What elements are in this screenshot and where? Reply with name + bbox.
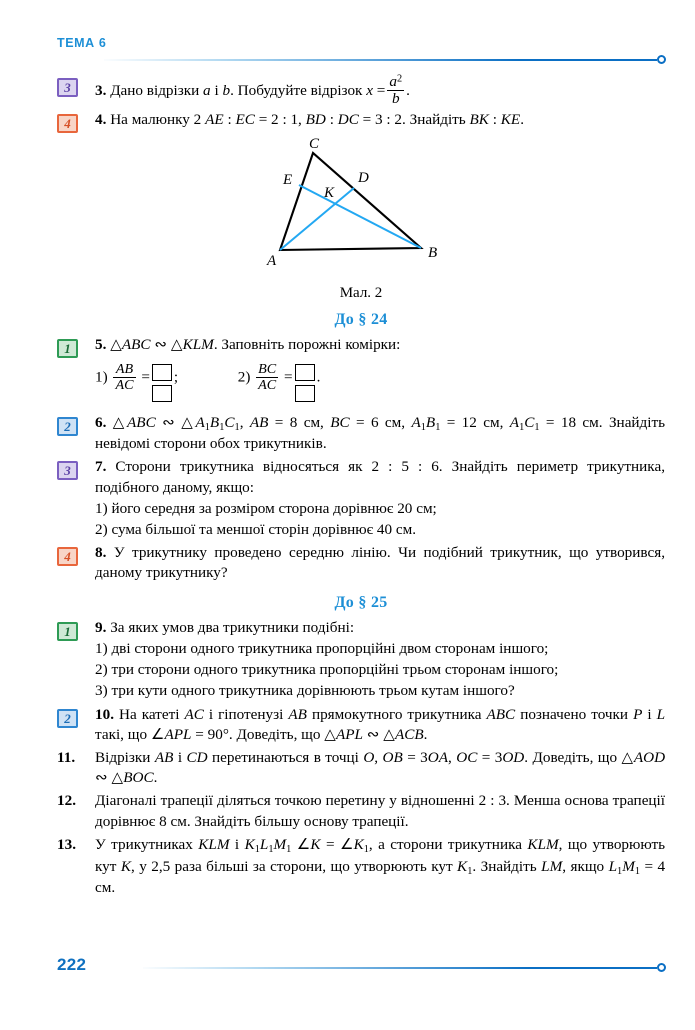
problem-5-item1-den: AC	[115, 377, 134, 394]
triangle-diagram-svg	[57, 137, 665, 302]
figure-mal-2	[57, 137, 665, 302]
problem-13-body	[95, 835, 665, 900]
problem-12	[57, 791, 665, 832]
problem-5	[57, 335, 665, 402]
problem-13-t3: , а сторони трикутника	[368, 835, 522, 853]
problem-5-body	[95, 335, 665, 402]
angle-symbol-1: ∠	[150, 725, 165, 743]
figure-caption: Мал. 2	[339, 285, 383, 302]
point-label-k: K	[324, 185, 335, 202]
problem-11-t1: Відрізки	[95, 749, 151, 767]
problem-13-triangle-3: KLM	[527, 835, 559, 853]
problem-5-badge-col	[57, 335, 95, 358]
problem-5-item2-equals: =	[284, 369, 293, 387]
footer-rule-line	[143, 967, 657, 969]
problem-6-seg3-value: = 12 см,	[446, 413, 504, 431]
problem-4-ratio1-value: = 2 : 1,	[258, 111, 302, 129]
problem-6-seg4	[510, 414, 540, 431]
problem-10-t6: такі, що	[95, 725, 148, 743]
problem-6-seg1: AB	[249, 413, 269, 431]
problem-4-find-tail: .	[520, 111, 524, 129]
problem-4	[57, 110, 665, 133]
problem-9-badge-col	[57, 618, 95, 641]
problem-9-item3: 3) три кути одного трикутника дорівнюють трьом кутам іншого?	[95, 682, 515, 700]
problem-4-ratio2-left: BD	[305, 111, 326, 129]
problem-6	[57, 413, 665, 456]
problem-4-ratio2-value: = 3 : 2.	[362, 111, 406, 129]
problem-9-item1: 1) дві сторони одного трикутника пропорційні двом сторонам іншого;	[95, 639, 549, 657]
problem-6-badge-col	[57, 413, 95, 436]
difficulty-badge-3: 3	[57, 78, 78, 97]
problem-11-eq2-value: = 3	[481, 749, 503, 767]
problem-9-number: 9.	[95, 618, 107, 636]
problem-6-body: 6. △ABC ∾ $\triangle A_1B_1C_1$, AB = 8 см, BC = 6 см, $A_1B_1 = 12$ см, $A_1C_1 = 18$ см. Знайдіть невідомі сторони обох трикутників.	[95, 413, 666, 453]
p13-t2-k: K	[244, 835, 255, 853]
problem-10-t5: і	[647, 705, 652, 723]
problem-11-point-o: O	[363, 749, 375, 767]
problem-3-fraction	[387, 74, 404, 107]
problem-6-seg1-value: = 8 см,	[274, 413, 324, 431]
problem-11-seg1: AB	[154, 749, 174, 767]
p13-t2-l: L	[259, 835, 269, 853]
problem-11-triangle-2: BOC	[123, 769, 154, 787]
problem-3-number: 3.	[95, 82, 107, 100]
p13-given-l: L	[608, 857, 618, 875]
p6-t2-b-sub: 1	[219, 421, 225, 433]
problem-5-item1-answer-fraction	[152, 364, 172, 402]
p13-t2-m-sub: 1	[286, 843, 292, 855]
problem-13-given	[609, 858, 640, 875]
header-rule	[104, 55, 657, 65]
problem-5-item1-tail: ;	[173, 369, 179, 387]
problem-3-var-b: b	[222, 82, 231, 100]
problem-7-body	[95, 457, 665, 541]
problem-11-t4: Доведіть, що	[532, 749, 618, 767]
problem-12-number: 12.	[57, 792, 76, 810]
problem-6-number: 6.	[95, 413, 107, 431]
problem-8-body	[95, 543, 665, 584]
problem-13-t4: , що утворюють кут	[95, 835, 666, 875]
problem-7-line1: Сторони трикутника відносяться як 2 : 5 : 6. Знайдіть периметр трикутника, подібного даному, якщо:	[95, 458, 665, 496]
problem-9	[57, 618, 665, 703]
problem-5-item1-ratio	[113, 362, 135, 393]
vertex-label-c: C	[309, 137, 320, 153]
problem-9-line1: За яких умов два трикутники подібні:	[110, 618, 355, 636]
similar-symbol-4: ∾	[95, 769, 108, 787]
problem-10-number: 10.	[95, 705, 114, 723]
problem-3-fraction-numerator	[387, 74, 404, 90]
problem-6-seg2-value: = 6 см,	[356, 413, 406, 431]
problem-6-seg2: BC	[330, 413, 350, 431]
problem-6-triangle-1: ABC	[127, 413, 156, 431]
problem-11-triangle-1: AOD	[633, 749, 666, 767]
problem-10-seg2: AB	[288, 705, 307, 723]
triangle-symbol-4: △	[181, 413, 196, 431]
problem-13-angle-k1	[457, 858, 472, 875]
problem-5-triangle-2: KLM	[182, 336, 214, 354]
problem-6-triangle-2	[195, 414, 239, 431]
difficulty-badge-1: 1	[57, 339, 78, 358]
page-number: 222	[57, 955, 87, 974]
similar-symbol-3: ∾	[366, 725, 380, 743]
p13-t2-l-sub: 1	[268, 843, 274, 855]
problem-6-seg4-value: = 18 см.	[545, 413, 603, 431]
p13-given-m-sub: 1	[634, 865, 641, 877]
page-footer	[57, 955, 667, 985]
p6-s3-b: B	[425, 413, 436, 431]
triangle-symbol-6: △	[383, 725, 395, 743]
p6-s4-c: C	[524, 413, 535, 431]
problem-13-angle-1: K	[310, 835, 321, 853]
triangle-symbol-3: △	[112, 413, 128, 431]
page-header	[57, 36, 667, 68]
problem-4-ratio2-colon: :	[325, 111, 338, 129]
topic-title: ТЕМА 6	[57, 36, 107, 50]
problem-3-text-before: Дано відрізки	[110, 82, 200, 100]
p6-s4-a: A	[509, 413, 520, 431]
triangle-abc-outline	[280, 153, 421, 250]
triangle-symbol-5: △	[324, 725, 336, 743]
answer-box-input[interactable]	[295, 385, 315, 402]
answer-box-input[interactable]	[152, 364, 172, 381]
problem-10-seg1: AC	[184, 705, 204, 723]
problem-4-body	[95, 110, 665, 131]
problem-5-item2-den: AC	[258, 377, 277, 394]
triangle-symbol-7: △	[621, 749, 634, 767]
problem-4-find-colon: :	[488, 111, 501, 129]
problem-5-item1-equals: =	[141, 369, 150, 387]
problem-11-number: 11.	[57, 749, 76, 767]
header-rule-dot-icon	[657, 55, 666, 64]
problem-3-var-x: x	[366, 82, 373, 100]
footer-rule	[143, 963, 657, 973]
problem-3	[57, 74, 665, 108]
problem-7-number: 7.	[95, 458, 107, 476]
problem-6-seg3	[411, 414, 440, 431]
problem-3-frac-den-base: b	[391, 90, 400, 108]
triangle-symbol-8: △	[111, 769, 124, 787]
page-content	[57, 74, 665, 901]
difficulty-badge-4b: 4	[57, 547, 78, 566]
problem-3-frac-num-base: a	[389, 73, 397, 90]
problem-4-badge-col	[57, 110, 95, 133]
problem-11-eq2-left: OC	[456, 749, 478, 767]
problem-11-eq1-right: OA	[427, 749, 449, 767]
problem-4-find-left: BK	[469, 111, 489, 129]
problem-10-tail: .	[423, 725, 428, 743]
p13-given-l-sub: 1	[617, 865, 623, 877]
point-label-d: D	[358, 170, 369, 187]
difficulty-badge-3b: 3	[57, 461, 78, 480]
similar-symbol-2: ∾	[162, 413, 175, 431]
problem-11-seg2: CD	[186, 749, 208, 767]
problem-3-fraction-denominator	[387, 90, 404, 107]
problem-10-t1: На катеті	[118, 705, 180, 723]
problem-10-body	[95, 705, 665, 746]
p6-t2-b: B	[209, 413, 220, 431]
problem-4-verb: Знайдіть	[409, 111, 466, 129]
problem-7	[57, 457, 665, 541]
problem-3-conj: і	[214, 82, 219, 100]
problem-12-text: Діагоналі трапеції діляться точкою перетину у відношенні 2 : 3. Менша основа трапеції дорівнює 8 см. Знайдіть більшу основу трапеції.	[95, 792, 665, 830]
problem-3-equals: =	[376, 82, 386, 100]
problem-10-t7: Доведіть, що	[236, 725, 321, 743]
vertex-label-a: A	[267, 253, 277, 270]
problem-4-ratio2-right: DC	[337, 111, 359, 129]
problem-12-body	[95, 791, 665, 832]
problem-10-t4: позначено точки	[520, 705, 629, 723]
problem-13-t5: , у 2,5 раза більші за сторони, що утворюють кут	[130, 857, 453, 875]
p6-t2-c-sub: 1	[234, 421, 240, 433]
problem-5-item2-tail: .	[316, 369, 321, 387]
angle-symbol-3: ∠	[339, 835, 354, 853]
footer-rule-dot-icon	[657, 963, 666, 972]
problem-11-comma-1: ,	[374, 749, 379, 767]
difficulty-badge-2b: 2	[57, 709, 78, 728]
problem-3-badge-col	[57, 74, 95, 97]
problem-10-point1: P	[633, 705, 643, 723]
problem-10-badge-col	[57, 705, 95, 728]
problem-4-ratio1-right: EC	[235, 111, 255, 129]
problem-13-t2: і	[234, 835, 240, 853]
problem-7-item1: 1) його середня за розміром сторона дорівнює 20 см;	[95, 499, 437, 517]
problem-8-number: 8.	[95, 544, 107, 562]
problem-11-period: .	[524, 749, 529, 767]
problem-3-body	[95, 74, 665, 108]
problem-11-eq1-value: = 3	[407, 749, 428, 767]
p13-ang2-sub: 1	[363, 843, 369, 855]
problem-13-given-value: = 4 см.	[95, 857, 666, 897]
p13-angk1: K	[457, 857, 468, 875]
p6-t2-c: C	[224, 413, 235, 431]
p13-t2-k-sub: 1	[254, 843, 260, 855]
difficulty-badge-4: 4	[57, 114, 78, 133]
p6-t2-a-sub: 1	[204, 421, 210, 433]
problem-8	[57, 543, 665, 584]
problem-10-t2: і гіпотенузі	[208, 705, 284, 723]
problem-5-text: . Заповніть порожні комірки:	[213, 336, 401, 354]
point-label-e: E	[283, 172, 293, 189]
difficulty-badge-1b: 1	[57, 622, 78, 641]
problem-11-eq2-right: OD	[502, 749, 525, 767]
p6-s3-a-sub: 1	[420, 421, 426, 433]
problem-5-number: 5.	[95, 336, 107, 354]
problem-5-item2-num: BC	[258, 361, 277, 378]
answer-box-input[interactable]	[295, 364, 315, 381]
problem-4-number: 4.	[95, 111, 107, 129]
section-heading-24: До § 24	[334, 311, 388, 329]
problem-8-text: У трикутнику проведено середню лінію. Чи подібний трикутник, що утворився, даному трикутнику?	[95, 544, 666, 582]
problem-5-item2-label: 2)	[237, 369, 251, 387]
problem-11-tail: .	[153, 769, 158, 787]
triangle-symbol-2: △	[170, 336, 183, 354]
problem-9-item2: 2) три сторони одного трикутника пропорційні трьом сторонам іншого;	[95, 661, 559, 679]
p13-given-m: M	[622, 857, 635, 875]
problem-13	[57, 835, 665, 900]
problem-5-item2-ratio	[256, 362, 278, 393]
problem-10-t3: прямокутного трикутника	[311, 705, 482, 723]
problem-4-find-right: KE	[500, 111, 521, 129]
problem-13-angle-k: K	[120, 857, 131, 875]
problem-5-item1-label: 1)	[95, 369, 108, 387]
p6-t2-a: A	[195, 413, 205, 431]
problem-13-triangle-1: KLM	[198, 835, 230, 853]
p13-ang2: K	[353, 835, 364, 853]
p13-angk1-sub: 1	[467, 865, 473, 877]
problem-13-t6: . Знайдіть	[472, 857, 537, 875]
difficulty-badge-2: 2	[57, 417, 78, 436]
p6-s4-c-sub: 1	[534, 421, 540, 433]
problem-10-seg3: ABC	[486, 705, 516, 723]
p6-s4-a-sub: 1	[519, 421, 525, 433]
p13-t2-m: M	[273, 835, 287, 853]
problem-11-body	[95, 748, 665, 789]
problem-10-angle-name: APL	[164, 725, 192, 743]
problem-7-item2: 2) сума більшої та меншої сторін дорівнює 40 см.	[95, 521, 417, 539]
problem-4-ratio1-colon: :	[223, 111, 236, 129]
problem-5-item1-num: AB	[115, 361, 134, 378]
problem-13-angle-2	[340, 836, 369, 853]
problem-11-t2: і	[177, 749, 183, 767]
p6-s3-b-sub: 1	[435, 421, 441, 433]
problem-4-ratio1-left: AE	[205, 111, 224, 129]
problem-5-triangle-1: ABC	[121, 336, 151, 354]
problem-10-triangle-1: APL	[335, 725, 363, 743]
problem-10	[57, 705, 665, 746]
problem-13-equals: =	[325, 835, 335, 853]
header-rule-line	[104, 59, 657, 61]
p6-s3-a: A	[411, 413, 421, 431]
problem-7-badge-col	[57, 457, 95, 480]
problem-11-comma-2: ,	[448, 749, 452, 767]
problem-10-point2: L	[656, 705, 666, 723]
vertex-label-b: B	[428, 245, 438, 262]
problem-13-number: 13.	[57, 835, 76, 853]
problem-13-find: LM	[541, 857, 563, 875]
problem-3-frac-num-exponent: 2	[396, 73, 403, 85]
angle-symbol-2: ∠	[296, 835, 311, 853]
problem-10-triangle-2: ACB	[394, 725, 424, 743]
similar-symbol-1: ∾	[154, 336, 168, 354]
problem-8-badge-col	[57, 543, 95, 566]
problem-11-eq1-left: OB	[382, 749, 403, 767]
section-heading-25: До § 25	[334, 593, 388, 611]
problem-13-triangle-2	[245, 836, 292, 853]
problem-6-tail: Знайдіть невідомі сторони обох трикутників.	[95, 413, 666, 453]
answer-box-input[interactable]	[152, 385, 172, 402]
problem-3-var-a: a	[203, 82, 211, 100]
problem-3-tail: .	[406, 82, 410, 100]
triangle-symbol-1: △	[110, 336, 122, 354]
problem-13-t1: У трикутниках	[95, 835, 193, 853]
problem-3-text-mid: . Побудуйте відрізок	[230, 82, 363, 100]
problem-11	[57, 748, 665, 789]
problem-9-body	[95, 618, 665, 703]
problem-4-line1: На малюнку 2	[110, 111, 202, 129]
problem-10-angle-value: = 90°.	[195, 725, 233, 743]
problem-13-t7: , якщо	[562, 857, 605, 875]
problem-5-item2-answer-fraction	[295, 364, 315, 402]
problem-11-t3: перетинаються в точці	[212, 749, 359, 767]
